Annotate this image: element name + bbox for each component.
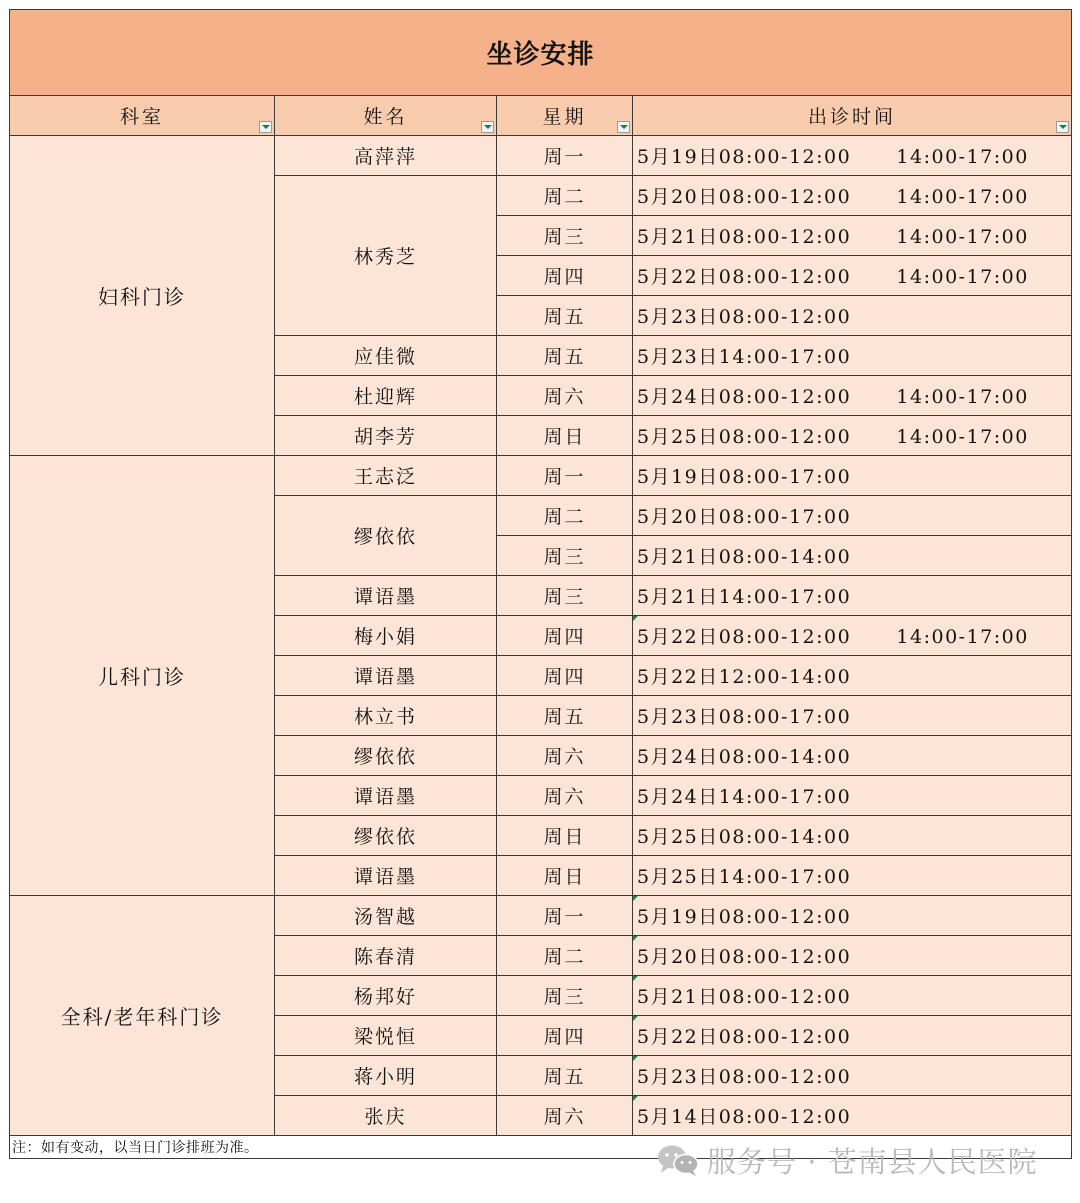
doctor-name-cell: 张庆 [275, 1096, 497, 1136]
doctor-name-cell: 胡李芳 [275, 416, 497, 456]
doctor-name-cell: 缪依依 [275, 496, 497, 576]
clinic-time-cell: 5月19日08:00-12:00 14:00-17:00 [633, 136, 1072, 176]
clinic-time-cell: 5月21日08:00-12:00 14:00-17:00 [633, 216, 1072, 256]
clinic-time-cell: 5月22日08:00-12:00 14:00-17:00 [633, 616, 1072, 656]
clinic-time-cell: 5月23日08:00-17:00 [633, 696, 1072, 736]
weekday-cell: 周六 [497, 1096, 633, 1136]
clinic-time-cell: 5月25日08:00-12:00 14:00-17:00 [633, 416, 1072, 456]
clinic-time-cell: 5月19日08:00-12:00 [633, 896, 1072, 936]
filter-dropdown-icon[interactable] [259, 121, 272, 133]
weekday-cell: 周四 [497, 656, 633, 696]
doctor-name-cell: 谭语墨 [275, 856, 497, 896]
weekday-cell: 周三 [497, 216, 633, 256]
doctor-name-cell: 杜迎辉 [275, 376, 497, 416]
clinic-time-cell: 5月21日08:00-12:00 [633, 976, 1072, 1016]
doctor-name-cell: 谭语墨 [275, 776, 497, 816]
doctor-name-cell: 缪依依 [275, 736, 497, 776]
schedule-sheet [9, 9, 1071, 1159]
weekday-cell: 周三 [497, 976, 633, 1016]
weekday-cell: 周二 [497, 936, 633, 976]
weekday-cell: 周三 [497, 536, 633, 576]
weekday-cell: 周六 [497, 376, 633, 416]
clinic-time-cell: 5月20日08:00-12:00 [633, 936, 1072, 976]
doctor-name-cell: 梅小娟 [275, 616, 497, 656]
weekday-cell: 周四 [497, 616, 633, 656]
header-time-label: 出诊时间 [808, 106, 897, 128]
weekday-cell: 周五 [497, 1056, 633, 1096]
doctor-name-cell: 王志泛 [275, 456, 497, 496]
doctor-name-cell: 陈春清 [275, 936, 497, 976]
wechat-icon [655, 1143, 701, 1177]
schedule-body [10, 136, 1072, 1136]
weekday-cell: 周六 [497, 736, 633, 776]
schedule-table [9, 9, 1072, 1159]
doctor-name-cell: 林立书 [275, 696, 497, 736]
header-dept [10, 96, 275, 136]
clinic-time-cell: 5月22日08:00-12:00 [633, 1016, 1072, 1056]
doctor-name-cell: 杨邦好 [275, 976, 497, 1016]
weekday-cell: 周六 [497, 776, 633, 816]
clinic-time-cell: 5月24日14:00-17:00 [633, 776, 1072, 816]
doctor-name-cell: 缪依依 [275, 816, 497, 856]
clinic-time-cell: 5月22日12:00-14:00 [633, 656, 1072, 696]
clinic-time-cell: 5月25日08:00-14:00 [633, 816, 1072, 856]
clinic-time-cell: 5月21日14:00-17:00 [633, 576, 1072, 616]
doctor-name-cell: 梁悦恒 [275, 1016, 497, 1056]
header-name-label: 姓名 [363, 106, 408, 128]
weekday-cell: 周四 [497, 1016, 633, 1056]
clinic-time-cell: 5月22日08:00-12:00 14:00-17:00 [633, 256, 1072, 296]
filter-dropdown-icon[interactable] [481, 121, 494, 133]
sheet-title: 坐诊安排 [10, 10, 1072, 96]
clinic-time-cell: 5月23日08:00-12:00 [633, 1056, 1072, 1096]
clinic-time-cell: 5月23日14:00-17:00 [633, 336, 1072, 376]
weekday-cell: 周五 [497, 296, 633, 336]
header-day [497, 96, 633, 136]
weekday-cell: 周日 [497, 856, 633, 896]
header-name [275, 96, 497, 136]
clinic-time-cell: 5月20日08:00-17:00 [633, 496, 1072, 536]
clinic-time-cell: 5月24日08:00-14:00 [633, 736, 1072, 776]
clinic-time-cell: 5月23日08:00-12:00 [633, 296, 1072, 336]
weekday-cell: 周一 [497, 136, 633, 176]
watermark [655, 1140, 1038, 1180]
clinic-time-cell: 5月14日08:00-12:00 [633, 1096, 1072, 1136]
header-time [633, 96, 1072, 136]
watermark-text: 服务号 · 苍南县人民医院 [707, 1144, 1038, 1179]
dept-cell: 全科/老年科门诊 [10, 896, 275, 1136]
header-dept-label: 科室 [119, 106, 164, 128]
doctor-name-cell: 林秀芝 [275, 176, 497, 336]
weekday-cell: 周二 [497, 496, 633, 536]
weekday-cell: 周五 [497, 696, 633, 736]
table-row [10, 136, 1072, 176]
weekday-cell: 周四 [497, 256, 633, 296]
dept-cell: 妇科门诊 [10, 136, 275, 456]
weekday-cell: 周五 [497, 336, 633, 376]
weekday-cell: 周一 [497, 456, 633, 496]
clinic-time-cell: 5月21日08:00-14:00 [633, 536, 1072, 576]
dept-cell: 儿科门诊 [10, 456, 275, 896]
doctor-name-cell: 谭语墨 [275, 656, 497, 696]
clinic-time-cell: 5月24日08:00-12:00 14:00-17:00 [633, 376, 1072, 416]
weekday-cell: 周一 [497, 896, 633, 936]
doctor-name-cell: 应佳微 [275, 336, 497, 376]
header-day-label: 星期 [542, 106, 587, 128]
footnote: 注：如有变动，以当日门诊排班为准。 [10, 1136, 1072, 1159]
weekday-cell: 周二 [497, 176, 633, 216]
clinic-time-cell: 5月20日08:00-12:00 14:00-17:00 [633, 176, 1072, 216]
weekday-cell: 周三 [497, 576, 633, 616]
clinic-time-cell: 5月25日14:00-17:00 [633, 856, 1072, 896]
doctor-name-cell: 汤智越 [275, 896, 497, 936]
weekday-cell: 周日 [497, 816, 633, 856]
table-row [10, 896, 1072, 936]
filter-dropdown-icon[interactable] [1056, 121, 1069, 133]
clinic-time-cell: 5月19日08:00-17:00 [633, 456, 1072, 496]
table-row [10, 456, 1072, 496]
filter-dropdown-icon[interactable] [617, 121, 630, 133]
doctor-name-cell: 谭语墨 [275, 576, 497, 616]
weekday-cell: 周日 [497, 416, 633, 456]
doctor-name-cell: 蒋小明 [275, 1056, 497, 1096]
doctor-name-cell: 高萍萍 [275, 136, 497, 176]
